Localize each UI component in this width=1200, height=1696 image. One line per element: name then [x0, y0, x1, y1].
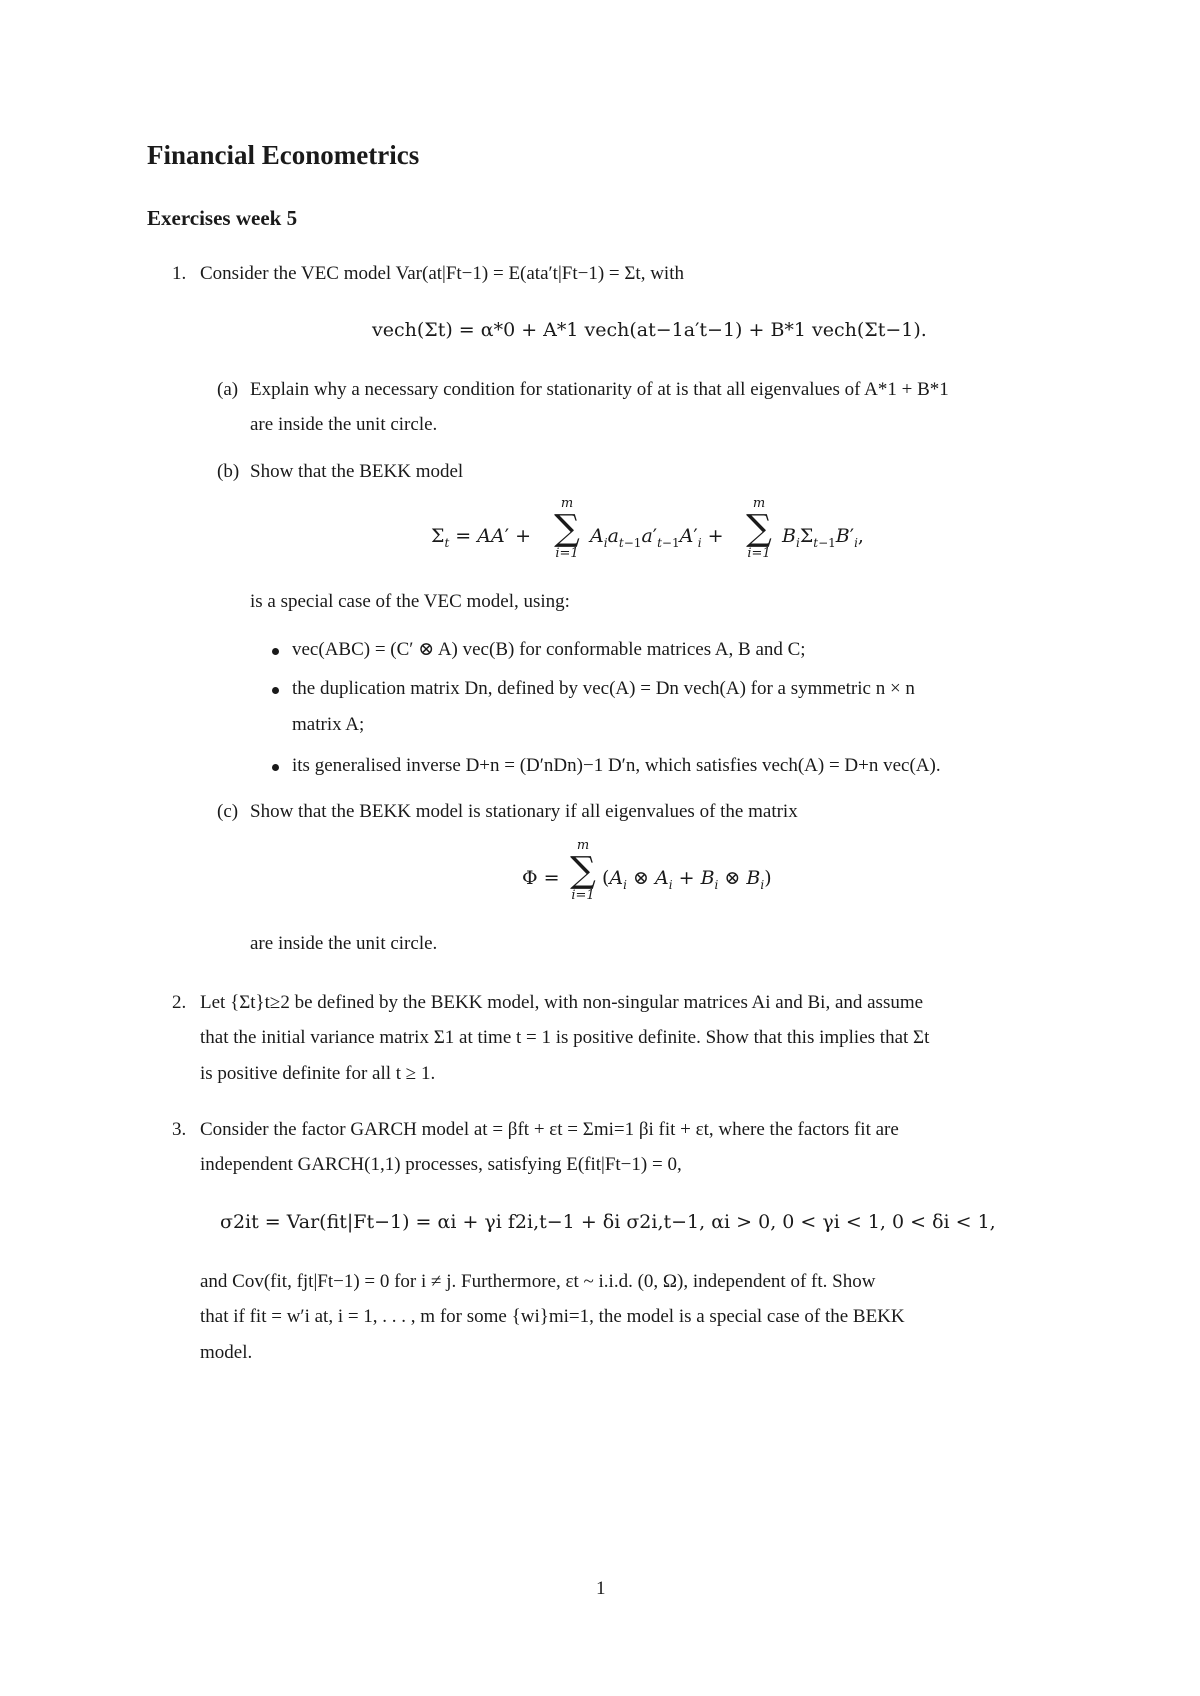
document-page: Financial Econometrics Exercises week 5 1. Consider the VEC model Var(at|Ft−1) = E(ata′t|Ft−1) = Σt, with vech(Σt) = α*0 + A*1 vech(at−1a′t−1) + B*1 vech(Σt−1). (a) Explain why a necessary condition for stationarity of at is that all eigenvalues of A*1 + B*1 are inside the unit circle. (b) Show that the BEKK model $\Sigma_t = AA'$ + m ∑ i=1 $A_ia_{t-1}a'_{t-1}A'_i$ + m ∑ i=1 $B_i\Sigma_{t-1}B'_i$, is a special case of the VEC model, using: vec(ABC) = (C′ ⊗ A) vec(B) for conformable matrices A, B and C; the duplication matrix Dn, defined by vec(A) = Dn vech(A) for a symmetric n × n matrix A; its generalised inverse D+n = (D′nDn)−1 D′n, which satisfies vech(A) = D+n vec(A). (c) Show that the BEKK model is stationary if all eigenvalues of the matrix Φ = m ∑ i=1 ($A_i$ ⊗ $A_i + B_i$ ⊗ $B_i$) are inside the unit circle. 2. Let {Σt}t≥2 be defined by the BEKK model, with non-singular matrices Ai and Bi, and assume that the initial variance matrix Σ1 at time t = 1 is positive definite. Show that this implies that Σt is positive definite for all t ≥ 1. 3. Consider the factor GARCH model at = βft + εt = Σmi=1 βi fit + εt, where the factors fit are independent GARCH(1,1) processes, satisfying E(fit|Ft−1) = 0, σ2it = Var(fit|Ft−1) = αi + γi f2i,t−1 + δi σ2i,t−1, αi > 0, 0 < γi < 1, 0 < δi < 1, and Cov(fit, fjt|Ft−1) = 0 for i ≠ j. Furthermore, εt ~ i.i.d. (0, Ω), independent of ft. Show that if fit = w′i at, i = 1, . . . , m for some {wi}mi=1, the model is a special case of the BEKK model. 1	[147, 140, 996, 1599]
q1b-bullet-1: vec(ABC) = (C′ ⊗ A) vec(B) for conformable matrices A, B and C;	[292, 639, 806, 660]
q1a-label: (a)	[217, 379, 239, 400]
q1b-bullet-2-cont: matrix A;	[292, 714, 365, 735]
sum-symbol: m ∑ i=1	[570, 838, 596, 903]
page-number: 1	[596, 1578, 606, 1599]
q1c-line2: are inside the unit circle.	[250, 933, 438, 954]
q1b-line1: Show that the BEKK model	[250, 461, 464, 482]
sum-symbol: m ∑ i=1	[554, 496, 580, 561]
bullet-marker	[272, 764, 279, 771]
q1b-bullet-3: its generalised inverse D+n = (D′nDn)−1 D′n, which satisfies vech(A) = D+n vec(A).	[292, 755, 941, 776]
q1-number: 1.	[172, 263, 187, 284]
q3-line1: Consider the factor GARCH model at = βft + εt = Σmi=1 βi fit + εt, where the factors fit are	[200, 1119, 899, 1140]
q1-intro: Consider the VEC model Var(at|Ft−1) = E(ata′t|Ft−1) = Σt, with	[200, 263, 684, 284]
sum-symbol: m ∑ i=1	[746, 496, 772, 561]
q3-line3: and Cov(fit, fjt|Ft−1) = 0 for i ≠ j. Furthermore, εt ~ i.i.d. (0, Ω), independent of ft. Show	[200, 1271, 876, 1292]
q3-line2: independent GARCH(1,1) processes, satisfying E(fit|Ft−1) = 0,	[200, 1154, 682, 1175]
q3-line5: model.	[200, 1342, 253, 1363]
q3-number: 3.	[172, 1119, 187, 1140]
q1c-line1: Show that the BEKK model is stationary if all eigenvalues of the matrix	[250, 801, 798, 822]
q2-number: 2.	[172, 992, 187, 1013]
q3-line4: that if fit = w′i at, i = 1, . . . , m for some {wi}mi=1, the model is a special case of the BEKK	[200, 1306, 905, 1327]
q1b-after: is a special case of the VEC model, using:	[250, 591, 570, 612]
bullet-marker	[272, 687, 279, 694]
page-subtitle: Exercises week 5	[147, 206, 298, 230]
q2-line1: Let {Σt}t≥2 be defined by the BEKK model, with non-singular matrices Ai and Bi, and assume	[200, 992, 924, 1013]
bullet-marker	[272, 648, 279, 655]
q1b-label: (b)	[217, 461, 240, 482]
q1a-line1: Explain why a necessary condition for stationarity of at is that all eigenvalues of A*1 + B*1	[250, 379, 949, 400]
q2-line2: that the initial variance matrix Σ1 at time t = 1 is positive definite. Show that this implies that Σt	[200, 1027, 930, 1048]
q3-equation: σ2it = Var(fit|Ft−1) = αi + γi f2i,t−1 + δi σ2i,t−1, αi > 0, 0 < γi < 1, 0 < δi < 1,	[220, 1211, 996, 1233]
q1a-line2: are inside the unit circle.	[250, 414, 438, 435]
q1b-bullet-2: the duplication matrix Dn, defined by vec(A) = Dn vech(A) for a symmetric n × n	[292, 678, 915, 699]
q1c-label: (c)	[217, 801, 239, 822]
q2-line3: is positive definite for all t ≥ 1.	[200, 1063, 436, 1084]
page-title: Financial Econometrics	[147, 140, 420, 170]
q1-equation: vech(Σt) = α*0 + A*1 vech(at−1a′t−1) + B*1 vech(Σt−1).	[372, 319, 927, 341]
